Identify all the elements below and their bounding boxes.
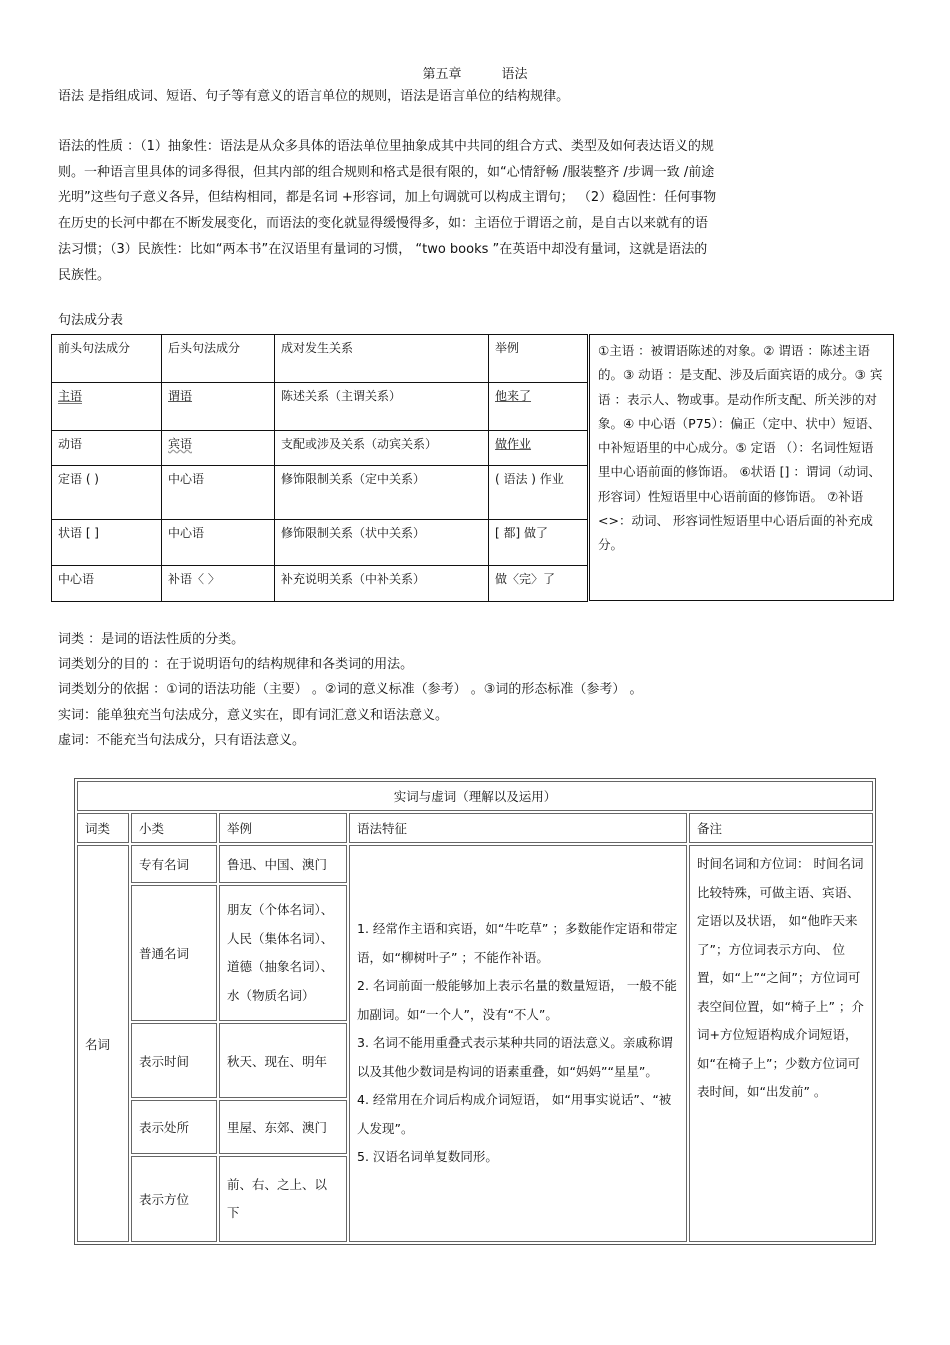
chapter-heading (0, 63, 950, 82)
cell-text: [ 都] 做了 (489, 520, 588, 566)
example-cell: 前、右、之上、以下 (219, 1156, 347, 1242)
nature-line: 在历史的长河中都在不断发展变化，而语法的变化就显得缓慢得多，如：主语位于谓语之前，是自古以来就有的语 (58, 216, 709, 232)
table-row (52, 383, 588, 431)
cell-text: 做〈完〉了 (489, 566, 588, 602)
cell-text: 定语 ( ) (52, 466, 162, 520)
example-cell: 秋天、现在、明年 (219, 1023, 347, 1098)
cell-text: 中心语 (162, 520, 275, 566)
table-row (52, 520, 588, 566)
cell-text: 做作业 (495, 437, 532, 451)
nature-line: 光明”这些句子意义各异，但结构相同，都是名词 +形容词，加上句调就可以构成主谓句； （2）稳固性：任何事物 (58, 190, 717, 206)
table-row (52, 566, 588, 602)
cell-text: 中心语 (52, 566, 162, 602)
header-cell: 举例 (219, 813, 347, 843)
cell-text: ( 语法 ) 作业 (489, 466, 588, 520)
cell-text: 谓语 (168, 389, 193, 403)
category-cell: 名词 (77, 845, 129, 1242)
word-class-basis: 词类划分的依据 ：①词的语法功能（主要） 。②词的意义标准（参考） 。③词的形态标准（参考） 。 (58, 682, 643, 697)
table-caption: 实词与虚词（理解以及运用） (77, 781, 873, 811)
cell-text: 宾语 (168, 437, 193, 451)
subclass-cell: 表示处所 (131, 1100, 217, 1154)
features-cell (349, 845, 687, 1242)
nature-line: 语法的性质 ：（1）抽象性：语法是从众多具体的语法单位里抽象成其中共同的组合方式、类型及如何表达语义的规 (58, 139, 714, 154)
header-cell: 词类 (77, 813, 129, 843)
cell-text: 陈述关系（主谓关系） (275, 383, 489, 431)
chapter-number: 第五章 (422, 67, 462, 82)
grammar-definition: 语法 是指组成词、短语、句子等有意义的语言单位的规则，语法是语言单位的结构规律。 (58, 89, 570, 104)
feature-item: 4. 经常用在介词后构成介词短语， 如“用事实说话”、“被人发现”。 (357, 1092, 672, 1136)
grammar-nature-paragraph (58, 134, 898, 288)
cell-text: 主语 (58, 389, 83, 403)
table-row (52, 431, 588, 466)
syntax-table-caption: 句法成分表 (58, 313, 124, 328)
feature-item: 2. 名词前面一般能够加上表示名量的数量短语， 一般不能加副词。如“一个人”，没有“不人”。 (357, 978, 677, 1022)
table-header-row (77, 813, 873, 843)
content-word-definition: 实词：能单独充当句法成分，意义实在，即有词汇意义和语法意义。 (58, 708, 449, 723)
nature-line: 则。一种语言里具体的词多得很，但其内部的组合规则和格式是很有限的，如“心情舒畅 /服装整齐 /步调一致 /前途 (58, 164, 715, 180)
table-header-row (52, 335, 588, 383)
cell-text: 支配或涉及关系（动宾关系） (275, 431, 489, 466)
word-class-definition: 词类 ：是词的语法性质的分类。 (58, 632, 245, 647)
subclass-cell: 表示时间 (131, 1023, 217, 1098)
header-cell: 备注 (689, 813, 873, 843)
cell-text: 他来了 (495, 389, 532, 403)
feature-item: 1. 经常作主语和宾语，如“牛吃草” ；多数能作定语和带定语，如“柳树叶子” ；不能作补语。 (357, 921, 678, 965)
example-cell: 里屋、东郊、澳门 (219, 1100, 347, 1154)
syntax-components-table (51, 334, 588, 602)
table-caption-row (77, 781, 873, 811)
word-class-purpose: 词类划分的目的 ：在于说明语句的结构规律和各类词的用法。 (58, 657, 414, 672)
header-cell: 后头句法成分 (162, 335, 275, 383)
remark-cell: 时间名词和方位词： 时间名词比较特殊，可做主语、宾语、定语以及状语， 如“他昨天来了”；方位词表示方向、 位置，如“上”“之间”；方位词可表空间位置，如“椅子上” ；介词+方位短语构成介词短语，如“在椅子上”；少数方位词可表时间，如“出发前” 。 (689, 845, 873, 1242)
header-cell: 前头句法成分 (52, 335, 162, 383)
function-word-definition: 虚词：不能充当句法成分，只有语法意义。 (58, 733, 306, 748)
cell-text: 动语 (52, 431, 162, 466)
subclass-cell: 表示方位 (131, 1156, 217, 1242)
nature-line: 法习惯；（3）民族性：比如“两本书”在汉语里有量词的习惯， “two books ”在英语中却没有量词，这就是语法的 (58, 241, 708, 257)
example-cell: 朋友（个体名词）、人民（集体名词）、道德（抽象名词）、水（物质名词） (219, 885, 347, 1021)
feature-item: 5. 汉语名词单复数同形。 (357, 1149, 498, 1165)
feature-item: 3. 名词不能用重叠式表示某种共同的语法意义。亲戚称谓以及其他少数词是构词的语素重叠，如“妈妈”“星星”。 (357, 1035, 673, 1079)
syntax-notes-box: ①主语 ：被谓语陈述的对象。② 谓语 ：陈述主语的。③ 动语 ：是支配、涉及后面宾语的成分。③ 宾语 ：表示人、物或事。是动作所支配、所关涉的对象。④ 中心语（P75）：偏正（定中、状中）短语、中补短语里的中心成分。⑤ 定语 （）：名词性短语里中心语前面的修饰语。 ⑥状语 [] ：谓词（动词、形容词）性短语里中心语前面的修饰语。 ⑦补语 <>：动词、 形容词性短语里中心语后面的补充成分。 (589, 334, 894, 601)
cell-text: 状语 [ ] (52, 520, 162, 566)
word-class-table (74, 778, 876, 1245)
cell-text: 修饰限制关系（定中关系） (275, 466, 489, 520)
subclass-cell: 普通名词 (131, 885, 217, 1021)
header-cell: 成对发生关系 (275, 335, 489, 383)
header-cell: 语法特征 (349, 813, 687, 843)
cell-text: 中心语 (162, 466, 275, 520)
nature-line: 民族性。 (58, 267, 111, 283)
cell-text: 补充说明关系（中补关系） (275, 566, 489, 602)
cell-text: 修饰限制关系（状中关系） (275, 520, 489, 566)
table-row (77, 845, 873, 883)
header-cell: 小类 (131, 813, 217, 843)
cell-text: 补语〈 〉 (162, 566, 275, 602)
chapter-title: 语法 (501, 67, 528, 82)
table-row (52, 466, 588, 520)
example-cell: 鲁迅、中国、澳门 (219, 845, 347, 883)
subclass-cell: 专有名词 (131, 845, 217, 883)
header-cell: 举例 (489, 335, 588, 383)
